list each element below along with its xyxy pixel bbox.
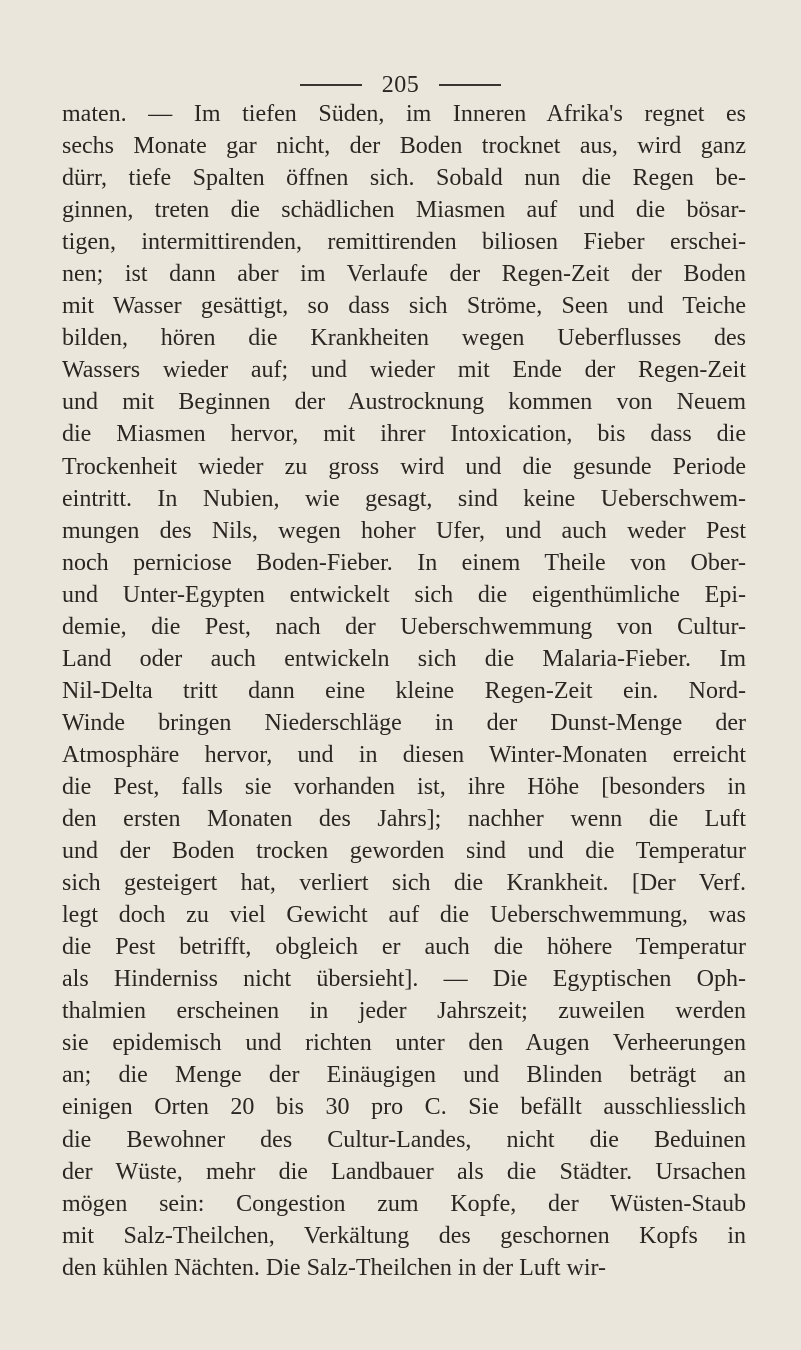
- text-line: tigen, intermittirenden, remittirenden biliosen Fieber erschei-: [62, 229, 746, 256]
- text-line: noch perniciose Boden-Fieber. In einem Theile von Ober-: [62, 549, 746, 576]
- text-line: als Hinderniss nicht übersieht]. — Die Egyptischen Oph-: [62, 966, 746, 993]
- text-line: mit Wasser gesättigt, so dass sich Ströme, Seen und Teiche: [62, 293, 746, 320]
- text-line: und der Boden trocken geworden sind und die Temperatur: [62, 838, 746, 865]
- text-line: Trockenheit wieder zu gross wird und die gesunde Periode: [62, 453, 746, 480]
- text-line: maten. — Im tiefen Süden, im Inneren Afrika's regnet es: [62, 101, 746, 127]
- text-line: sechs Monate gar nicht, der Boden trocknet aus, wird ganz: [62, 133, 746, 160]
- text-line: mit Salz-Theilchen, Verkältung des geschornen Kopfs in: [62, 1222, 746, 1249]
- header-rule-right: [439, 84, 501, 86]
- text-line: den kühlen Nächten. Die Salz-Theilchen in der Luft wir-: [62, 1254, 606, 1281]
- text-line: sich gesteigert hat, verliert sich die Krankheit. [Der Verf.: [62, 870, 746, 897]
- text-line: die Pest betrifft, obgleich er auch die höhere Temperatur: [62, 934, 746, 961]
- text-line: Atmosphäre hervor, und in diesen Winter-Monaten erreicht: [62, 741, 746, 768]
- text-line: bilden, hören die Krankheiten wegen Ueberflusses des: [62, 325, 746, 352]
- text-line: nen; ist dann aber im Verlaufe der Regen-Zeit der Boden: [62, 261, 746, 288]
- text-line: thalmien erscheinen in jeder Jahrszeit; zuweilen werden: [62, 998, 746, 1025]
- text-line: sie epidemisch und richten unter den Augen Verheerungen: [62, 1030, 746, 1057]
- page-header: [0, 70, 801, 100]
- text-line: dürr, tiefe Spalten öffnen sich. Sobald nun die Regen be-: [62, 165, 746, 192]
- text-line: demie, die Pest, nach der Ueberschwemmung von Cultur-: [62, 613, 746, 640]
- body-text: [62, 98, 746, 1284]
- text-line: die Pest, falls sie vorhanden ist, ihre Höhe [besonders in: [62, 773, 746, 800]
- text-line: den ersten Monaten des Jahrs]; nachher wenn die Luft: [62, 806, 746, 833]
- text-line: legt doch zu viel Gewicht auf die Ueberschwemmung, was: [62, 902, 746, 929]
- text-line: mungen des Nils, wegen hoher Ufer, und auch weder Pest: [62, 517, 746, 544]
- text-line: an; die Menge der Einäugigen und Blinden beträgt an: [62, 1062, 746, 1089]
- text-line: eintritt. In Nubien, wie gesagt, sind keine Ueberschwem-: [62, 485, 746, 512]
- text-line: ginnen, treten die schädlichen Miasmen auf und die bösar-: [62, 197, 746, 224]
- page-number: 205: [381, 71, 420, 98]
- text-line: die Bewohner des Cultur-Landes, nicht die Beduinen: [62, 1126, 746, 1153]
- header-rule-left: [300, 84, 362, 86]
- text-line: mögen sein: Congestion zum Kopfe, der Wüsten-Staub: [62, 1190, 746, 1217]
- text-line: die Miasmen hervor, mit ihrer Intoxication, bis dass die: [62, 421, 746, 448]
- text-line: und mit Beginnen der Austrocknung kommen von Neuem: [62, 389, 746, 416]
- text-line: Nil-Delta tritt dann eine kleine Regen-Zeit ein. Nord-: [62, 677, 746, 704]
- text-line: und Unter-Egypten entwickelt sich die eigenthümliche Epi-: [62, 581, 746, 608]
- text-line: der Wüste, mehr die Landbauer als die Städter. Ursachen: [62, 1158, 746, 1185]
- text-line: Wassers wieder auf; und wieder mit Ende der Regen-Zeit: [62, 357, 746, 384]
- text-line: Winde bringen Niederschläge in der Dunst-Menge der: [62, 709, 746, 736]
- text-line: einigen Orten 20 bis 30 pro C. Sie befällt ausschliesslich: [62, 1094, 746, 1121]
- text-line: Land oder auch entwickeln sich die Malaria-Fieber. Im: [62, 645, 746, 672]
